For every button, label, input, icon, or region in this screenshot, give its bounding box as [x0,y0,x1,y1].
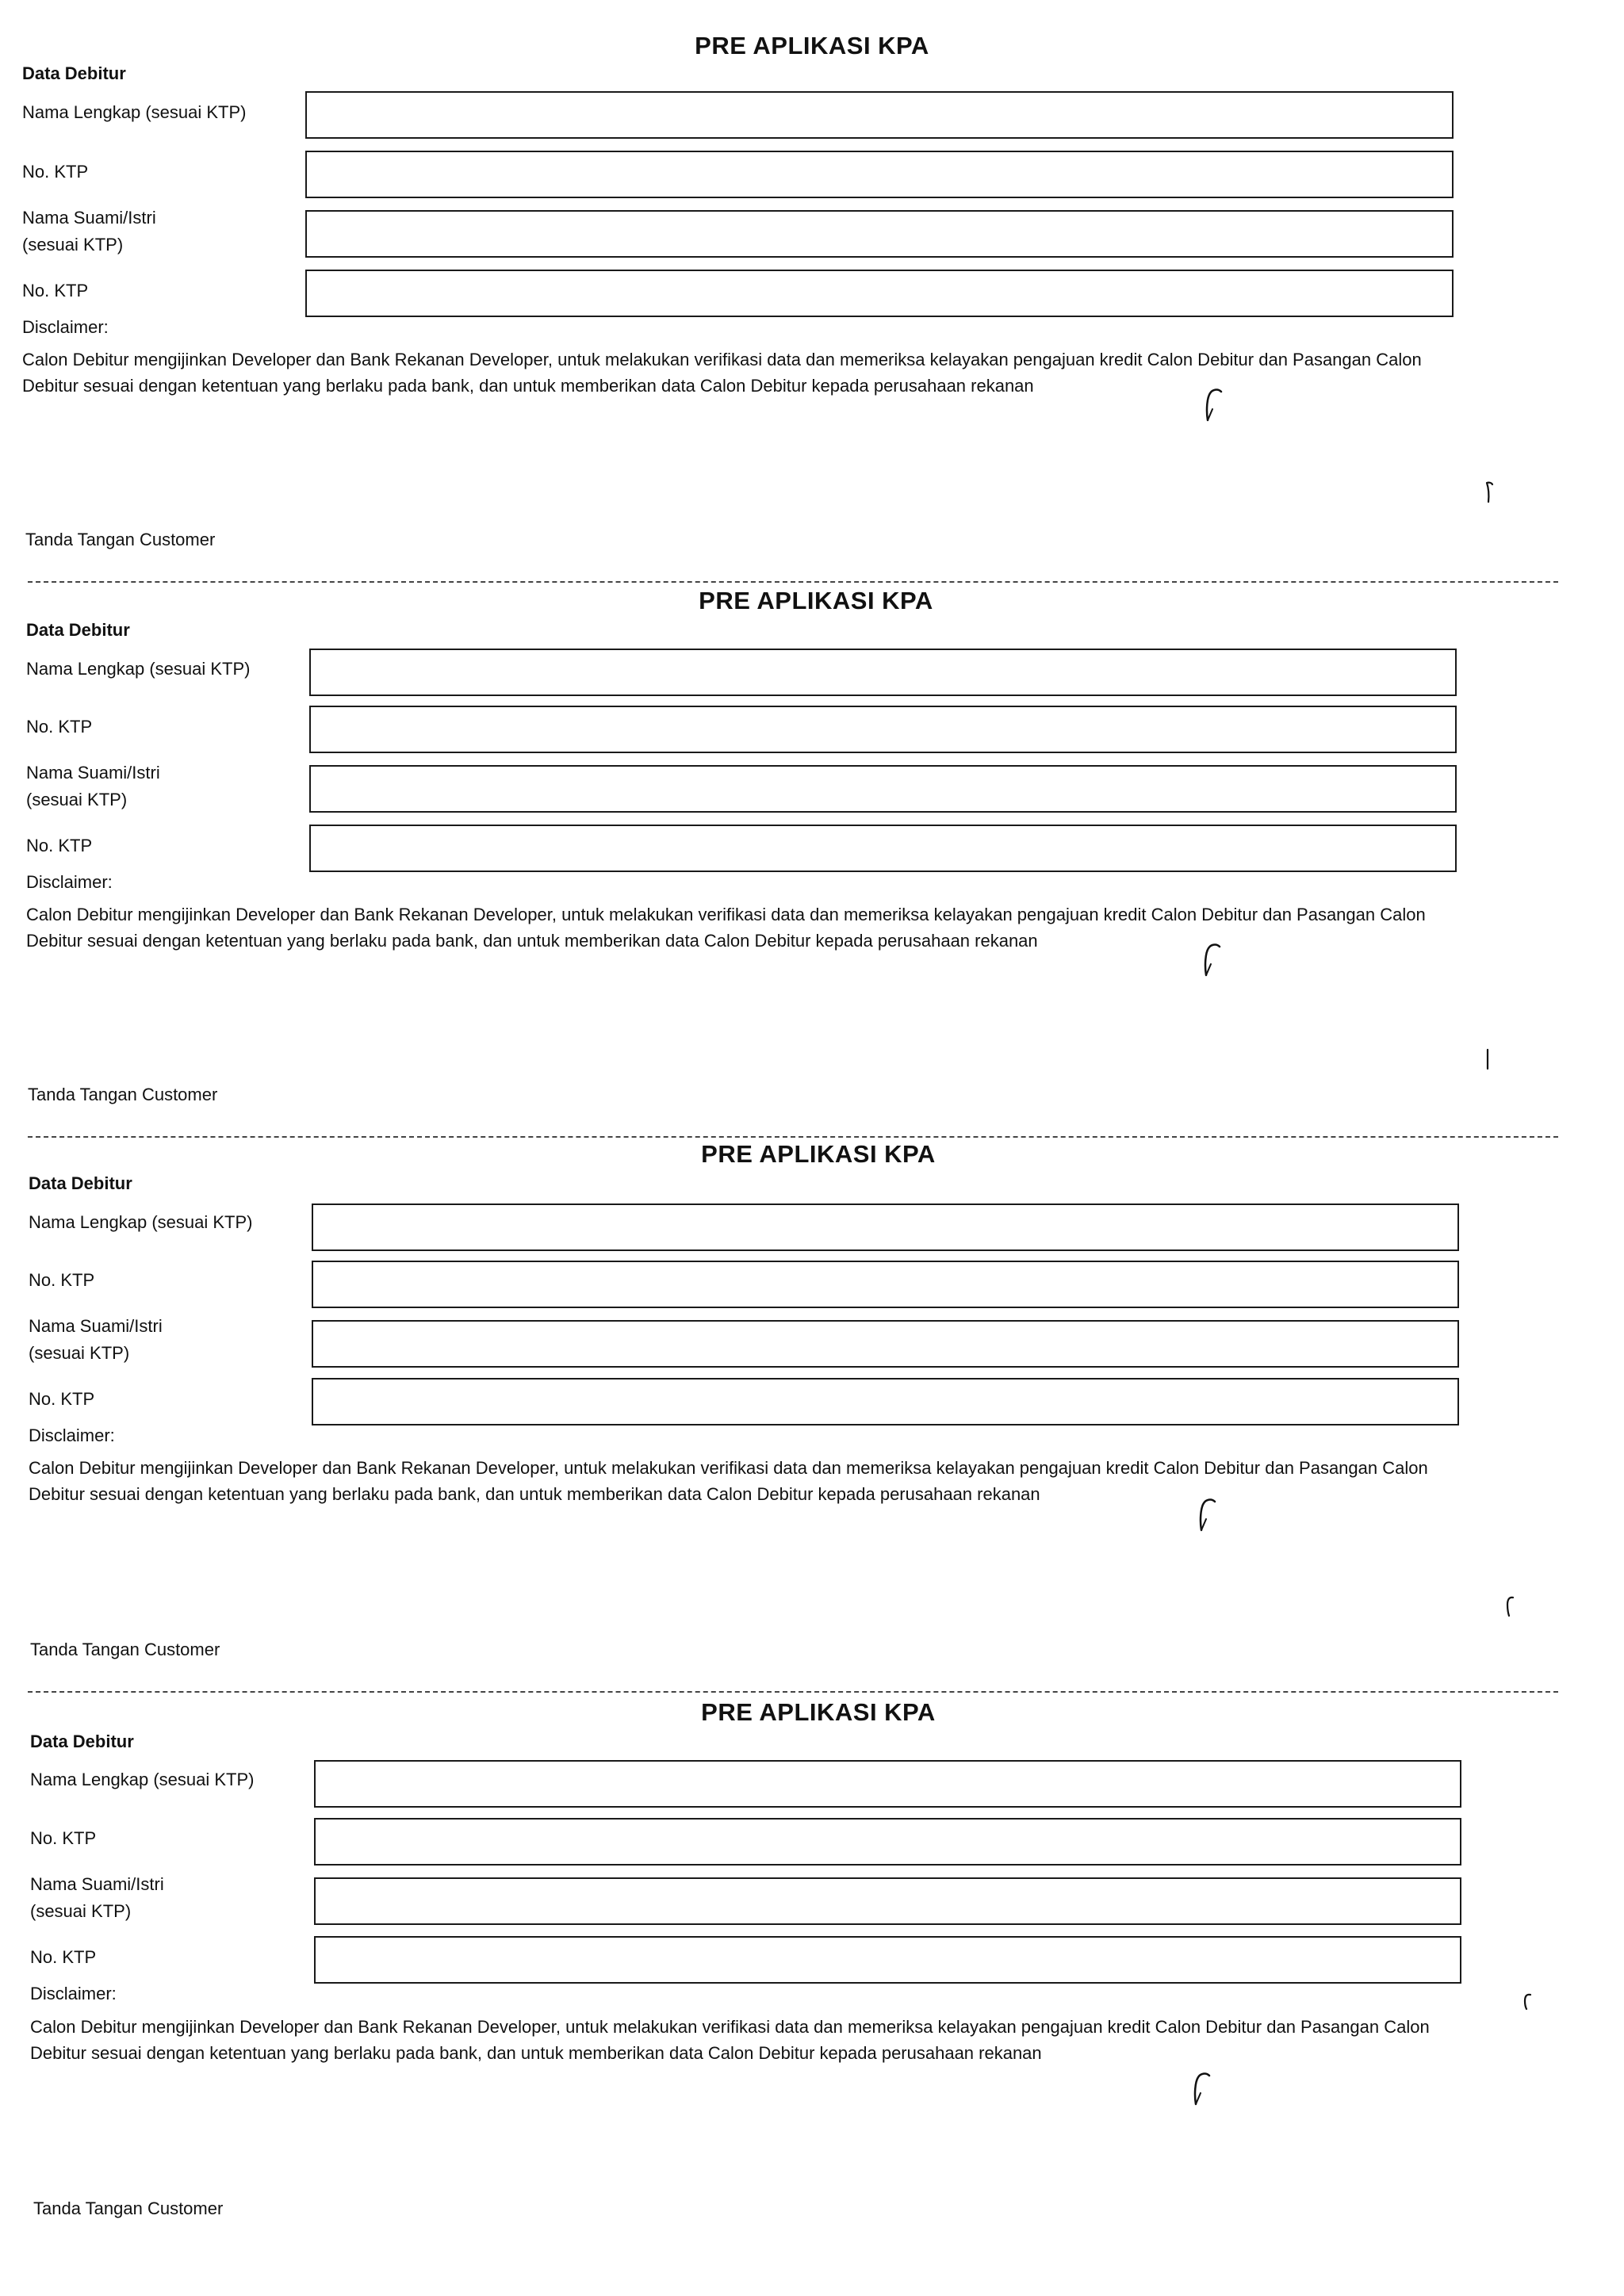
label-nama-suami-istri: Nama Suami/Istri (sesuai KTP) [29,1316,163,1363]
input-no-ktp-pasangan[interactable] [312,1378,1459,1425]
stray-pen-mark-icon [1484,480,1494,503]
label-no-ktp: No. KTP [26,717,93,737]
disclaimer-label: Disclaimer: [30,1984,117,2003]
disclaimer-text: Calon Debitur mengijinkan Developer dan Bank Rekanan Developer, untuk melakukan verifikasi data dan memeriksa kelayakan pengajuan kredit Calon Debitur dan Pasangan Calon Debitur sesuai dengan ketentuan yang berlaku pada bank, dan untuk memberikan data Calon Debitur kepada perusahaan rekanan [26,905,1426,951]
input-nama-lengkap[interactable] [309,649,1457,696]
input-nama-suami-istri[interactable] [305,210,1454,258]
section-label-data-debitur: Data Debitur [30,1732,134,1751]
disclaimer-text: Calon Debitur mengijinkan Developer dan Bank Rekanan Developer, untuk melakukan verifikasi data dan memeriksa kelayakan pengajuan kredit Calon Debitur dan Pasangan Calon Debitur sesuai dengan ketentuan yang berlaku pada bank, dan untuk memberikan data Calon Debitur kepada perusahaan rekanan [22,350,1422,396]
stray-pen-mark-icon [1505,1595,1515,1619]
form-title: PRE APLIKASI KPA [701,1140,936,1168]
signature-label: Tanda Tangan Customer [30,1640,220,1659]
label-nama-suami-istri: Nama Suami/Istri (sesuai KTP) [30,1874,164,1921]
label-no-ktp: No. KTP [30,1828,97,1848]
label-nama-lengkap: Nama Lengkap (sesuai KTP) [29,1212,253,1232]
label-no-ktp-pasangan: No. KTP [26,836,93,855]
signature-label: Tanda Tangan Customer [25,530,216,549]
input-no-ktp-pasangan[interactable] [309,825,1457,872]
input-no-ktp-pasangan[interactable] [305,270,1454,317]
input-no-ktp[interactable] [305,151,1454,198]
form-title: PRE APLIKASI KPA [695,32,929,59]
form-title: PRE APLIKASI KPA [699,587,933,614]
disclaimer-text: Calon Debitur mengijinkan Developer dan Bank Rekanan Developer, untuk melakukan verifikasi data dan memeriksa kelayakan pengajuan kredit Calon Debitur dan Pasangan Calon Debitur sesuai dengan ketentuan yang berlaku pada bank, dan untuk memberikan data Calon Debitur kepada perusahaan rekanan [30,2017,1430,2063]
input-nama-suami-istri[interactable] [309,765,1457,813]
section-label-data-debitur: Data Debitur [22,63,126,83]
pre-aplikasi-form-2 [0,555,1624,1110]
label-no-ktp: No. KTP [29,1270,95,1290]
label-no-ktp: No. KTP [22,162,89,182]
label-nama-suami-istri: Nama Suami/Istri (sesuai KTP) [26,763,160,809]
label-nama-lengkap: Nama Lengkap (sesuai KTP) [30,1770,255,1789]
signature-check-mark-icon [1205,387,1223,422]
label-no-ktp-pasangan: No. KTP [29,1389,95,1409]
input-nama-lengkap[interactable] [314,1760,1461,1808]
form-title: PRE APLIKASI KPA [701,1698,936,1726]
disclaimer-label: Disclaimer: [29,1425,115,1445]
label-nama-lengkap: Nama Lengkap (sesuai KTP) [26,659,251,679]
section-label-data-debitur: Data Debitur [29,1173,132,1193]
disclaimer-text: Calon Debitur mengijinkan Developer dan Bank Rekanan Developer, untuk melakukan verifikasi data dan memeriksa kelayakan pengajuan kredit Calon Debitur dan Pasangan Calon Debitur sesuai dengan ketentuan yang berlaku pada bank, dan untuk memberikan data Calon Debitur kepada perusahaan rekanan [29,1458,1428,1504]
pre-aplikasi-form-4 [0,1665,1624,2220]
signature-check-mark-icon [1199,1497,1216,1532]
signature-label: Tanda Tangan Customer [28,1085,218,1104]
input-no-ktp[interactable] [314,1818,1461,1866]
input-no-ktp-pasangan[interactable] [314,1936,1461,1984]
stray-pen-mark-icon [1522,1992,1532,2015]
input-nama-lengkap[interactable] [305,91,1454,139]
disclaimer-label: Disclaimer: [22,317,109,337]
input-no-ktp[interactable] [312,1261,1459,1308]
pre-aplikasi-form-1 [0,0,1624,555]
input-nama-suami-istri[interactable] [312,1320,1459,1368]
input-no-ktp[interactable] [309,706,1457,753]
pre-aplikasi-form-3 [0,1110,1624,1665]
disclaimer-label: Disclaimer: [26,872,113,892]
signature-check-mark-icon [1193,2071,1211,2106]
signature-label: Tanda Tangan Customer [33,2198,224,2218]
input-nama-suami-istri[interactable] [314,1877,1461,1925]
label-no-ktp-pasangan: No. KTP [30,1947,97,1967]
stray-pen-mark-icon [1483,1048,1492,1072]
signature-check-mark-icon [1204,942,1221,977]
input-nama-lengkap[interactable] [312,1203,1459,1251]
section-label-data-debitur: Data Debitur [26,620,130,640]
label-nama-lengkap: Nama Lengkap (sesuai KTP) [22,102,247,122]
label-no-ktp-pasangan: No. KTP [22,281,89,300]
label-nama-suami-istri: Nama Suami/Istri (sesuai KTP) [22,208,156,254]
